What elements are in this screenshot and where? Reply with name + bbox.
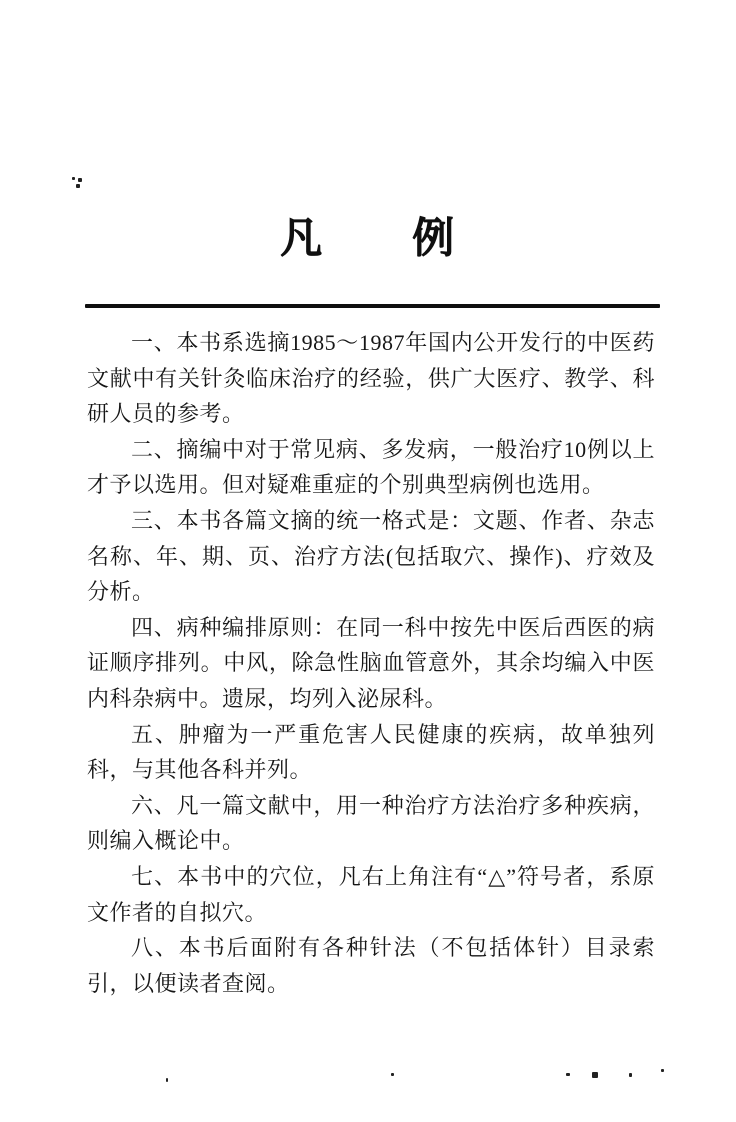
scan-speck — [629, 1073, 632, 1077]
scan-speck — [76, 184, 80, 188]
page-title: 凡 例 — [279, 216, 456, 262]
note-item-1: 一、本书系选摘1985～1987年国内公开发行的中医药文献中有关针灸临床治疗的经验，供广大医疗、教学、科研人员的参考。 — [87, 330, 655, 427]
scan-speck — [661, 1069, 664, 1072]
scan-speck — [72, 177, 75, 180]
title-divider — [85, 304, 660, 308]
scan-speck — [78, 178, 82, 182]
scan-speck — [166, 1078, 168, 1082]
note-item-5: 五、肿瘤为一严重危害人民健康的疾病，故单独列科，与其他各科并列。 — [87, 721, 655, 783]
scan-speck — [566, 1073, 570, 1076]
note-item-3: 三、本书各篇文摘的统一格式是：文题、作者、杂志名称、年、期、页、治疗方法(包括取穴、操作)、疗效及分析。 — [87, 507, 655, 605]
scan-speck — [592, 1072, 598, 1078]
note-item-8: 八、本书后面附有各种针法（不包括体针）目录索引，以便读者查阅。 — [87, 935, 655, 996]
note-item-4: 四、病种编排原则：在同一科中按先中医后西医的病证顺序排列。中风，除急性脑血管意外，其余均编入中医内科杂病中。遗尿，均列入泌尿科。 — [87, 614, 655, 711]
note-item-2: 二、摘编中对于常见病、多发病，一般治疗10例以上才予以选用。但对疑难重症的个别典型病例也选用。 — [87, 436, 655, 498]
note-item-7: 七、本书中的穴位，凡右上角注有“△”符号者，系原文作者的自拟穴。 — [87, 863, 655, 925]
note-item-6: 六、凡一篇文献中，用一种治疗方法治疗多种疾病，则编入概论中。 — [87, 792, 655, 854]
notes-list — [87, 325, 655, 1001]
scan-speck — [391, 1073, 394, 1076]
